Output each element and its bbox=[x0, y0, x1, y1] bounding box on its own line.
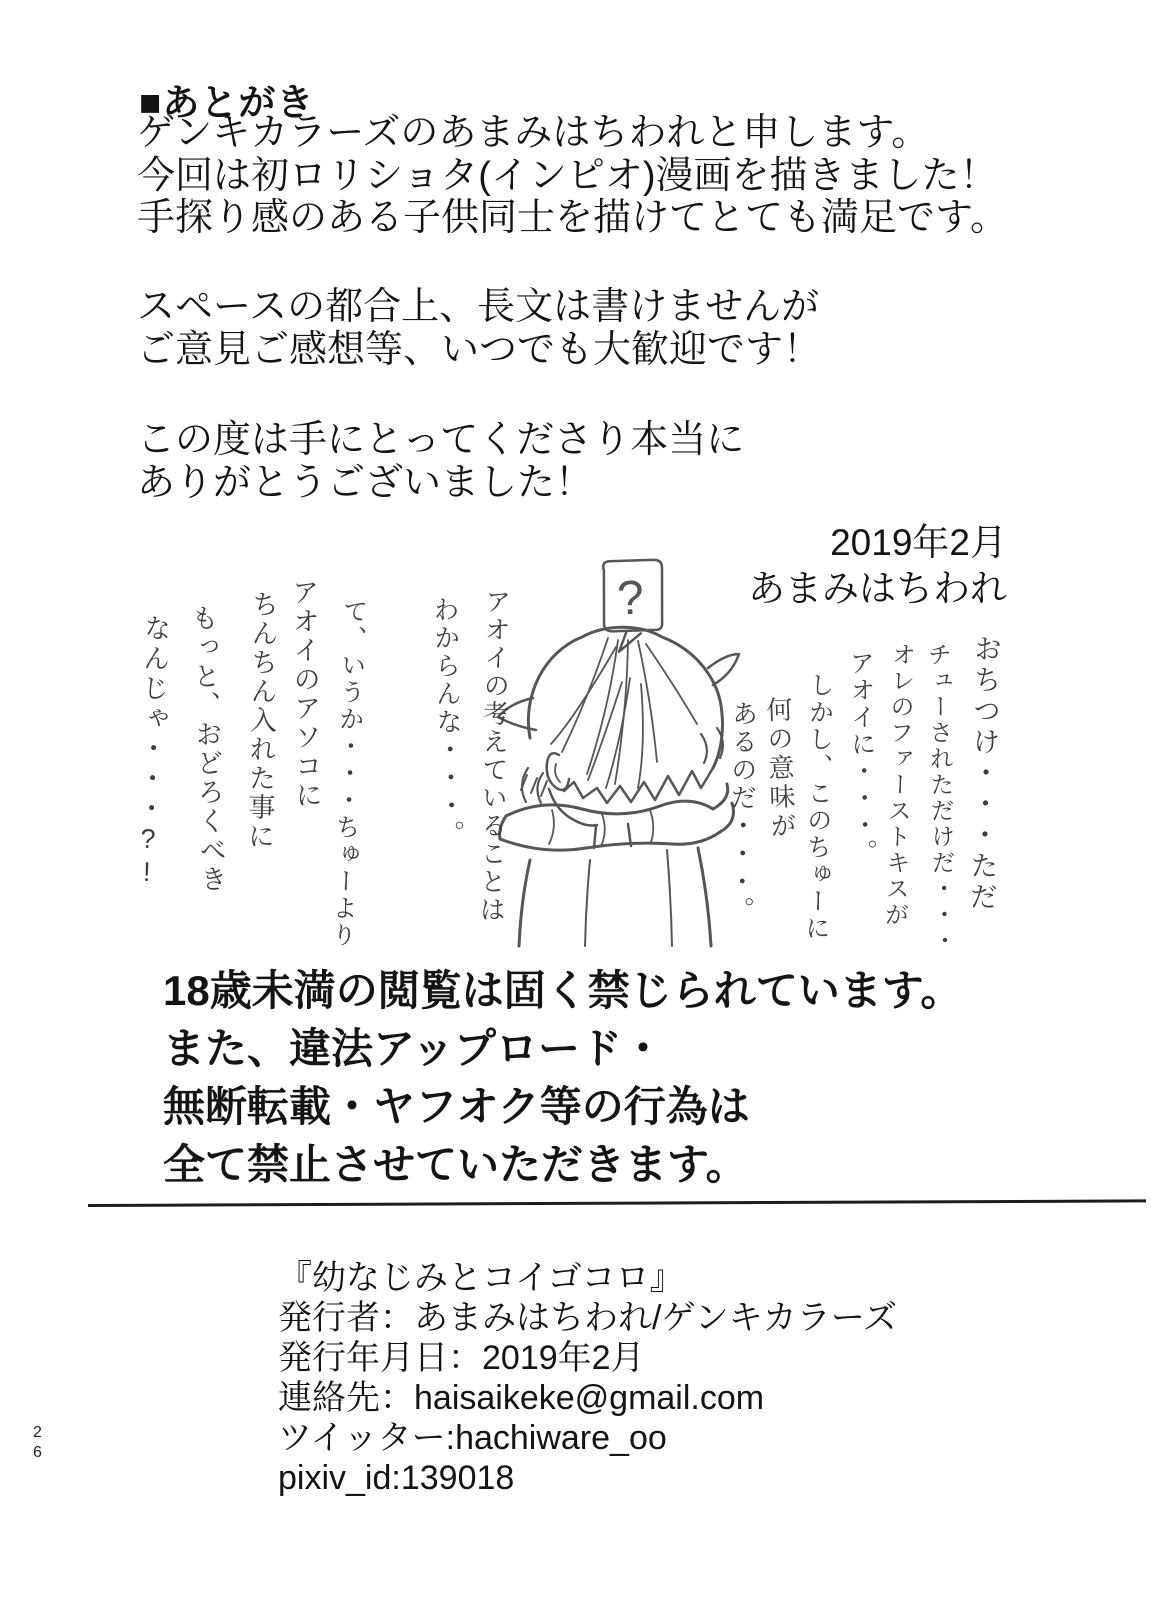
colophon-title: 『幼なじみとコイゴコロ』 bbox=[278, 1259, 684, 1297]
handwritten-note: あるのだ・・・。 bbox=[725, 699, 759, 925]
age-warning bbox=[163, 962, 962, 1194]
handwritten-note: わからんな・・・。 bbox=[429, 595, 467, 849]
thanks-paragraph bbox=[137, 419, 744, 504]
sweat-marks bbox=[522, 728, 723, 803]
feedback-line: ご意見ご感想等、いつでも大歓迎です！ bbox=[137, 328, 822, 371]
divider-rule bbox=[88, 1199, 1146, 1207]
warning-line: 全て禁止させていただきます。 bbox=[163, 1141, 748, 1188]
author-name: あまみはちわれ bbox=[748, 568, 1007, 609]
page-number: 26 bbox=[29, 1424, 46, 1464]
colophon-pixiv: pixiv_id:139018 bbox=[278, 1459, 515, 1497]
thanks-line: この度は手にとってくださり本当に bbox=[137, 419, 745, 461]
warning-line: 無断転載・ヤフオク等の行為は bbox=[163, 1083, 750, 1130]
handwritten-note: しかし、このちゅーに bbox=[801, 671, 835, 943]
intro-paragraph bbox=[137, 112, 1008, 240]
publication-date: 2019年2月 bbox=[830, 522, 1007, 563]
colophon-contact: 連絡先：haisaikeke@gmail.com bbox=[278, 1379, 765, 1417]
handwritten-note: オレのファーストキスが bbox=[880, 641, 915, 929]
question-mark: ? bbox=[616, 571, 645, 626]
intro-line: ゲンキカラーズのあまみはちわれと申します。 bbox=[137, 112, 930, 154]
feedback-paragraph bbox=[137, 286, 821, 371]
handwritten-note: ちんちん入れた事に bbox=[243, 589, 279, 852]
colophon-publisher: 発行者：あまみはちわれ/ゲンキカラーズ bbox=[278, 1299, 898, 1337]
handwritten-note: アオイの考えていることは bbox=[476, 587, 512, 925]
handwritten-note: て、いうか・・・ちゅーより bbox=[327, 597, 369, 950]
handwritten-note: なんじゃ・・・?! bbox=[131, 613, 171, 891]
handwritten-note: おちつけ・・・ただ bbox=[966, 633, 1003, 914]
afterword-heading: ■あとがき bbox=[139, 82, 315, 123]
intro-line: 今回は初ロリショタ(インピオ)漫画を描きました！ bbox=[137, 154, 998, 197]
intro-line: 手探り感のある子供同士を描けてとても満足です。 bbox=[137, 197, 1008, 239]
warning-line: 18歳未満の閲覧は固く禁じられています。 bbox=[163, 967, 963, 1014]
handwritten-note: もっと、おどろくべき bbox=[186, 603, 228, 895]
handwritten-note: アオイに・・・。 bbox=[846, 649, 878, 867]
colophon-twitter: ツイッター:hachiware_oo bbox=[278, 1419, 667, 1457]
colophon bbox=[278, 1258, 897, 1498]
warning-line: また、違法アップロード・ bbox=[163, 1025, 665, 1072]
colophon-date: 発行年月日：2019年2月 bbox=[278, 1339, 645, 1377]
handwritten-note: チューされただけだ・・・ bbox=[923, 641, 956, 955]
handwritten-note: 何の意味が bbox=[762, 695, 798, 842]
handwritten-note: アオイのアソコに bbox=[287, 577, 323, 811]
thanks-line: ありがとうございました！ bbox=[137, 461, 594, 504]
question-bubble bbox=[600, 558, 664, 653]
feedback-line: スペースの都合上、長文は書けませんが bbox=[137, 286, 820, 328]
